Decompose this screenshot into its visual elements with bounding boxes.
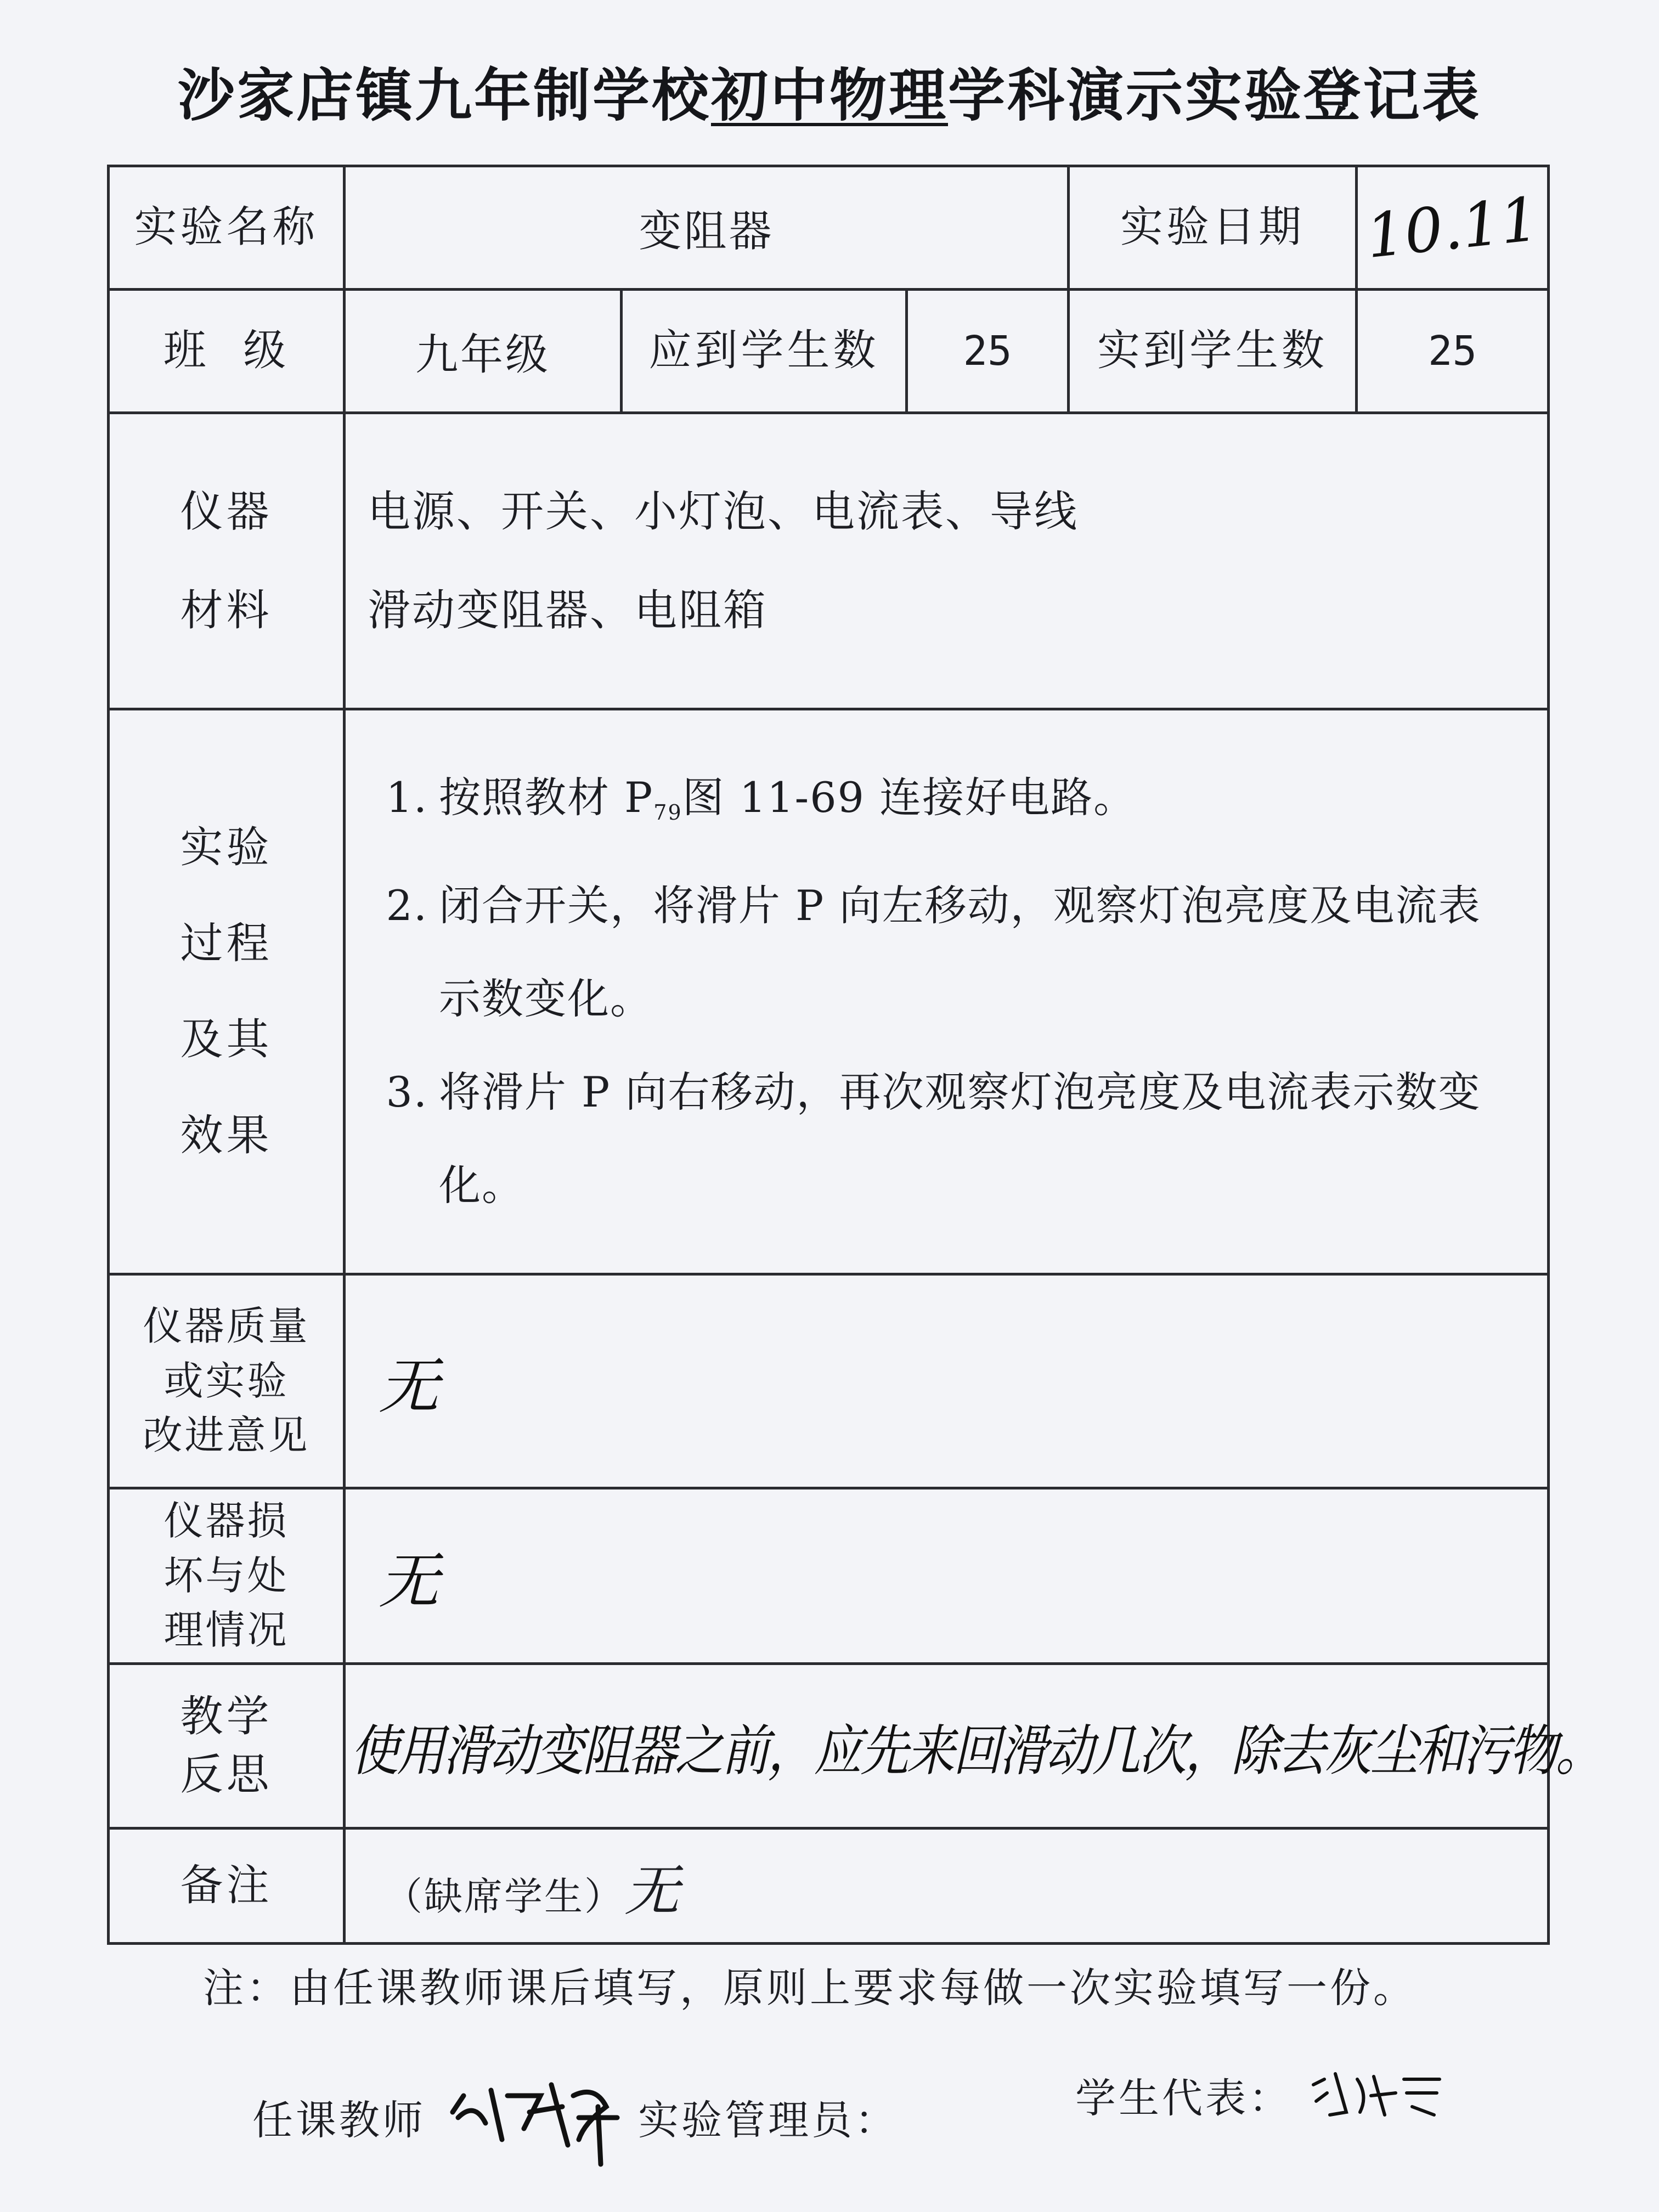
quality-value: 无 [345,1274,1549,1488]
process-step [362,859,1525,1046]
admin-label: 实验管理员： [638,2097,899,2144]
equipment-label-line-1: 仪器 [180,487,273,537]
step-text: 图 11-69 连接好电路。 [682,773,1137,822]
registration-form [107,165,1602,1945]
row-reflection [109,1664,1549,1829]
student-signature [1075,2063,1451,2129]
quality-label-line: 或实验 [163,1357,289,1404]
process-step [362,751,1525,859]
experiment-name-label: 实验名称 [109,166,345,290]
experiment-name-value: 变阻器 [345,166,1069,290]
step-number: 2. [386,881,428,930]
reflection-label [109,1664,345,1829]
footer-note: 注：由任课教师课后填写，原则上要求每做一次实验填写一份。 [203,1965,1417,2012]
quality-label-line: 仪器质量 [143,1303,310,1350]
actual-students-label: 实到学生数 [1069,290,1357,413]
process-label-line: 过程 [180,918,273,968]
reflection-label-line: 反思 [180,1750,273,1799]
step-number: 3. [386,1068,428,1116]
reflection-label-line: 教学 [180,1692,273,1742]
quality-label-line: 改进意见 [143,1412,310,1459]
remark-handwritten: 无 [624,1858,681,1923]
row-quality [109,1274,1549,1488]
equipment-value [345,413,1549,709]
damage-label-line: 理情况 [163,1607,289,1654]
damage-label-line: 坏与处 [163,1552,289,1599]
process-step [362,1046,1525,1232]
equipment-label-line-2: 材料 [180,585,273,635]
damage-label [109,1488,345,1664]
step-text: 示数变化。 [439,974,653,1023]
title-prefix: 沙家店镇九年制学校 [177,62,711,129]
step-text: 闭合开关，将滑片 P 向左移动，观察灯泡亮度及电流表 [439,881,1481,930]
row-remark [109,1829,1549,1944]
row-class [109,290,1549,413]
remark-prefix: （缺席学生） [384,1874,624,1919]
remark-label: 备注 [109,1829,345,1944]
expected-students-label: 应到学生数 [622,290,907,413]
row-experiment-name [109,166,1549,290]
experiment-date-value: 10.11 [1363,183,1542,272]
equipment-line-1: 电源、开关、小灯泡、电流表、导线 [368,487,1079,537]
equipment-label [109,413,345,709]
class-value: 九年级 [345,290,622,413]
student-label: 学生代表： [1075,2075,1292,2122]
step-number: 1. [386,773,428,822]
teacher-signature-scribble [442,2063,623,2167]
class-label: 班 级 [109,290,345,413]
process-label-line: 实验 [180,822,273,872]
page-title [0,49,1659,132]
title-suffix: 学科演示实验登记表 [948,62,1482,129]
equipment-line-2: 滑动变阻器、电阻箱 [368,585,768,635]
damage-label-line: 仪器损 [163,1498,289,1544]
remark-value [345,1829,1549,1944]
page-subscript: 79 [653,800,682,825]
teacher-signature [252,2063,898,2167]
quality-label [109,1274,345,1488]
step-text: 将滑片 P 向右移动，再次观察灯泡亮度及电流表示数变 [439,1068,1481,1116]
reflection-cell [345,1664,1602,1829]
step-text: 化。 [439,1161,524,1210]
experiment-date-label: 实验日期 [1069,166,1357,290]
row-equipment [109,413,1549,709]
actual-students-value: 25 [1357,290,1549,413]
student-signature-scribble [1308,2063,1451,2129]
step-text: 按照教材 P [439,773,654,822]
process-label-line: 效果 [180,1110,273,1160]
title-subject: 初中物理 [710,62,948,129]
experiment-date-cell [1357,166,1549,290]
process-label [109,709,345,1274]
expected-students-value: 25 [907,290,1069,413]
process-steps [345,709,1549,1274]
reflection-value: 使用滑动变阻器之前，应先来回滑动几次，除去灰尘和污物。 [350,1718,1602,1783]
teacher-label: 任课教师 [252,2097,426,2144]
row-process [109,709,1549,1274]
row-damage [109,1488,1549,1664]
damage-value: 无 [345,1488,1549,1664]
signature-row [0,2052,1659,2144]
process-label-line: 及其 [180,1014,273,1064]
